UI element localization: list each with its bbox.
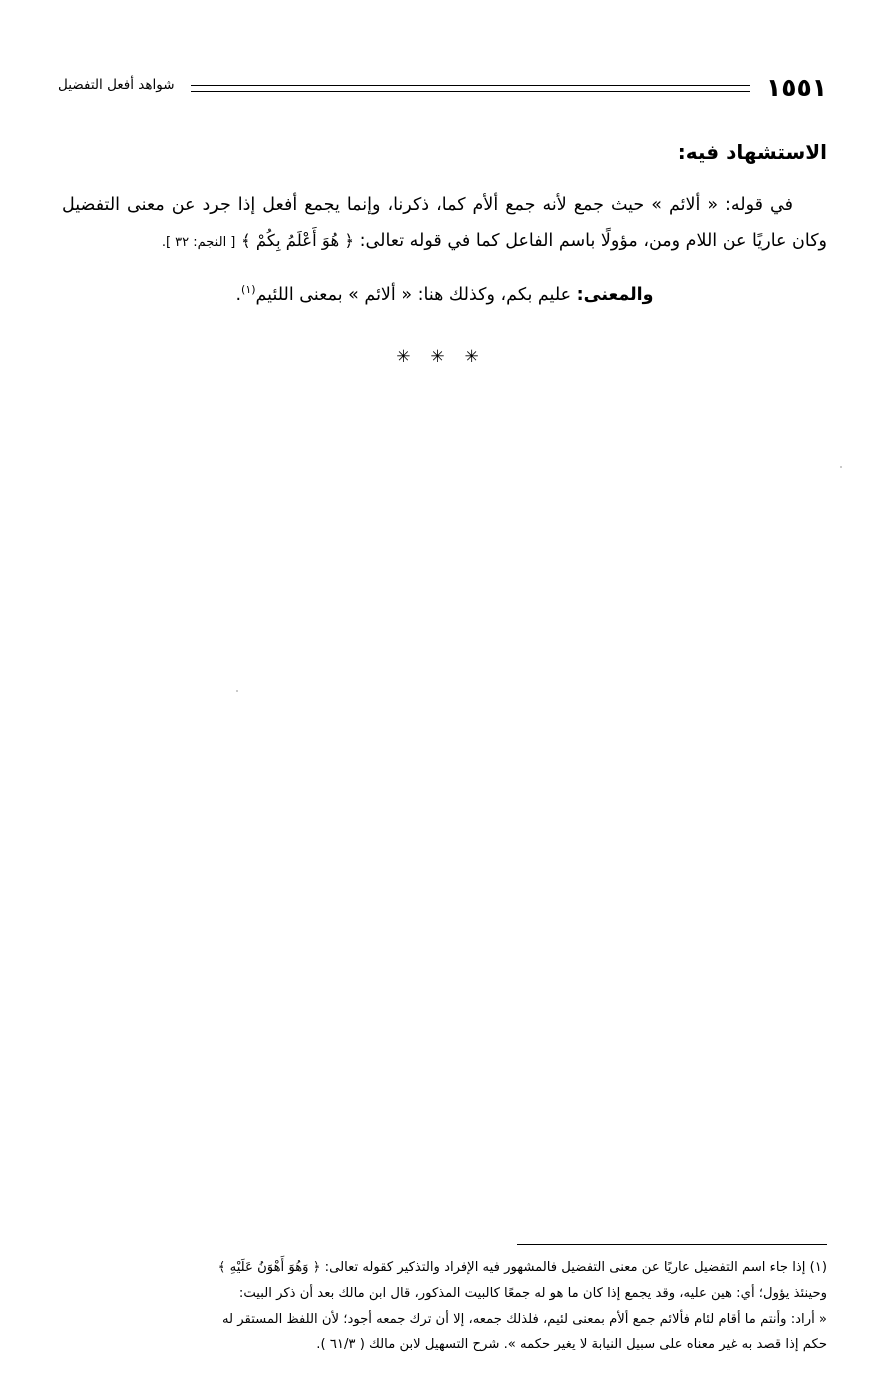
footnote-rule bbox=[517, 1244, 827, 1245]
paragraph-citation bbox=[62, 188, 827, 260]
scan-speck bbox=[236, 690, 238, 692]
section-heading: الاستشهاد فيه: bbox=[677, 140, 827, 164]
footnote-line-2: وحينئذ يؤول؛ أي: هين عليه، وقد يجمع إذا كان ما هو له جمعًا كالبيت المذكور، قال ابن مالك بعد أن ذكر البيت: bbox=[238, 1285, 827, 1301]
verse-reference: [ النجم: ٣٢ ]. bbox=[161, 234, 236, 250]
meaning-end: . bbox=[235, 284, 242, 305]
meaning-label: والمعنى: bbox=[576, 284, 654, 305]
scan-speck bbox=[840, 466, 842, 468]
meaning-text: عليم بكم، وكذلك هنا: « ألائم » بمعنى اللئيم bbox=[255, 284, 572, 305]
footnote-marker-inline: (١) bbox=[241, 282, 256, 296]
page-number: ١٥٥١ bbox=[765, 72, 827, 102]
footnote-text bbox=[58, 1255, 827, 1358]
header-rule bbox=[191, 85, 750, 92]
running-title: شواهد أفعل التفضيل bbox=[58, 77, 175, 94]
footnote-block bbox=[58, 1244, 827, 1358]
quran-verse: ﴿ هُوَ أَعْلَمُ بِكُمْ ﴾ bbox=[240, 230, 355, 250]
paragraph-meaning bbox=[62, 278, 827, 313]
section-separator: ✳ ✳ ✳ bbox=[396, 346, 486, 367]
page-header bbox=[58, 70, 827, 104]
page-content bbox=[62, 130, 827, 367]
paragraph-citation-text: في قوله: « ألائم » حيث جمع لأنه جمع ألأم كما، ذكرنا، وإنما يجمع أفعل إذا جرد عن معنى التفضيل وكان عاريًا عن اللام ومن، مؤولًا باسم الفاعل كما في قوله تعالى: bbox=[62, 195, 827, 251]
footnote-line-4: حكم إذا قصد به غير معناه على سبيل النيابة لا يغير حكمه ». شرح التسهيل لابن مالك ( ٦١/٣ ). bbox=[316, 1337, 827, 1353]
footnote-line-3: « أراد: وأنتم ما أقام لئام فألائم جمع ألأم بمعنى لئيم، فلذلك جمعه، إلا أن ترك جمعه أجود؛ لأن اللفظ المستقر له bbox=[221, 1311, 827, 1327]
footnote-line-1: (١) إذا جاء اسم التفضيل عاريًا عن معنى التفضيل فالمشهور فيه الإفراد والتذكير كقوله تعالى: ﴿ وَهُوَ أَهْوَنُ عَلَيْهِ ﴾ bbox=[217, 1260, 827, 1276]
